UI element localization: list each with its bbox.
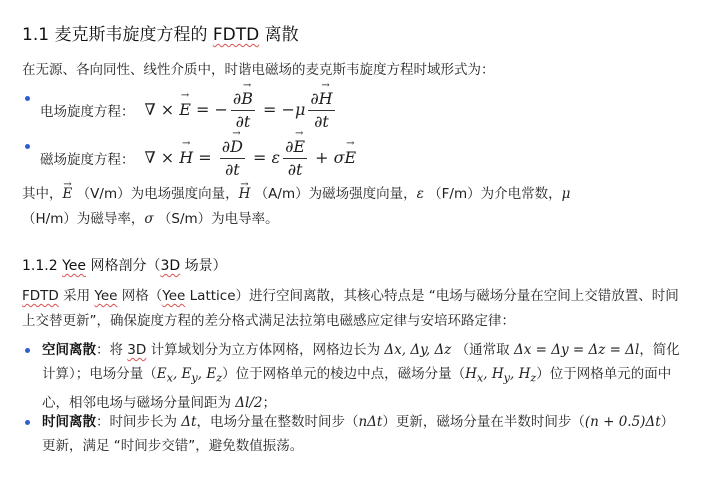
text: （H/m）为磁导率， <box>22 211 145 227</box>
symbol-e: → E <box>63 182 73 207</box>
text: ：时间步长为 <box>96 414 182 430</box>
heading-suffix: 离散 <box>259 25 299 45</box>
heading-fdtd: FDTD <box>212 25 260 45</box>
text: ：将 <box>96 342 128 358</box>
text: 1.1.2 <box>22 258 63 274</box>
symbol-epsilon: ε <box>416 186 424 202</box>
heading-prefix: 1.1 麦克斯韦旋度方程的 <box>22 25 213 45</box>
yee-paragraph <box>22 284 687 334</box>
bullet-icon <box>25 96 30 101</box>
text: ，简化计算）；电场分量（ <box>42 342 680 382</box>
text: （V/m）为电场强度向量， <box>76 186 239 202</box>
text: ）位于网格单元的棱边中点，磁场分量（ <box>222 366 466 382</box>
equation-e-curl <box>22 90 687 130</box>
equation-h-curl <box>22 138 687 178</box>
text: ； <box>262 394 277 411</box>
text: ）更新，满足 “时间步交错”，避免数值振荡。 <box>42 414 675 454</box>
symbol-sigma: σ <box>144 211 154 227</box>
symbol-definitions <box>22 182 687 232</box>
text: Yee <box>162 288 186 304</box>
text: （S/m）为电导率。 <box>157 211 279 227</box>
text: 网格（ <box>117 288 163 304</box>
text: 场景） <box>180 258 227 274</box>
text: （A/m）为磁场强度向量， <box>254 186 417 202</box>
text: 采用 <box>58 288 95 304</box>
list-item: 空间离散：将 3D 计算域划分为立方体网格，网格边长为 Δx, Δy, Δz （通常取 Δx = Δy = Δz = Δl，简化计算）；电场分量（$E_x$, $E_y$, $E_z$）位于网格单元的棱边中点，磁场分量（$H_x$, $H_y$, $H_z$）位于网格单元的面中心，相邻电场与磁场分量间距为 Δl/2； <box>22 338 687 415</box>
text: ）更新，磁场分量在半数时间步（ <box>382 414 585 430</box>
equation-body: ∇ × → E = − $\frac{\partial\to B}{\partial t}$ = −μ $\frac{\partial\to H}{\partial t}$ <box>145 91 338 130</box>
bullet-icon <box>25 144 30 149</box>
text: ，电场分量在整数时间步（ <box>196 414 359 430</box>
list-item-title: 空间离散 <box>42 342 96 358</box>
text: Yee <box>62 258 86 274</box>
text: （通常取 <box>455 342 514 358</box>
symbol-mu: μ <box>561 186 571 202</box>
equation-body: ∇ × → H = $\frac{\partial\to D}{\partial t}$ = ε $\frac{\partial\to E}{\partial t}$ + σ→ E <box>145 139 357 178</box>
subsection-heading <box>22 255 687 275</box>
list-item: 时间离散：时间步长为 Δt，电场分量在整数时间步（nΔt）更新，磁场分量在半数时间步（(n + 0.5)Δt）更新，满足 “时间步交错”，避免数值振荡。 <box>22 410 687 458</box>
equation-label: 磁场旋度方程： <box>40 152 135 168</box>
equation-label: 电场旋度方程： <box>40 104 135 120</box>
text: 3D <box>127 342 147 358</box>
text: Yee <box>94 288 118 304</box>
text: FDTD <box>22 288 59 304</box>
text: 其中， <box>22 186 63 202</box>
text: Lattice）进行空间离散，其核心特点是 “电场与磁场分量在空间上交错放置、时间上交替更新”，确保旋度方程的差分格式满足法拉第电磁感应定律与安培环路定律： <box>22 288 679 329</box>
text: 网格剖分（ <box>86 258 161 274</box>
text: （F/m）为介电常数， <box>428 186 562 202</box>
text: 3D <box>160 258 181 274</box>
list-item-title: 时间离散 <box>42 414 96 430</box>
bullet-icon <box>25 348 30 353</box>
symbol-h: → H <box>239 182 251 207</box>
intro-paragraph: 在无源、各向同性、线性介质中，时谐电磁场的麦克斯韦旋度方程时域形式为： <box>22 62 495 78</box>
section-heading <box>22 20 687 45</box>
text: 计算域划分为立方体网格，网格边长为 <box>146 342 385 358</box>
text: ）位于网格单元的面中心，相邻电场与磁场分量间距为 <box>42 366 672 411</box>
bullet-icon <box>25 420 30 425</box>
